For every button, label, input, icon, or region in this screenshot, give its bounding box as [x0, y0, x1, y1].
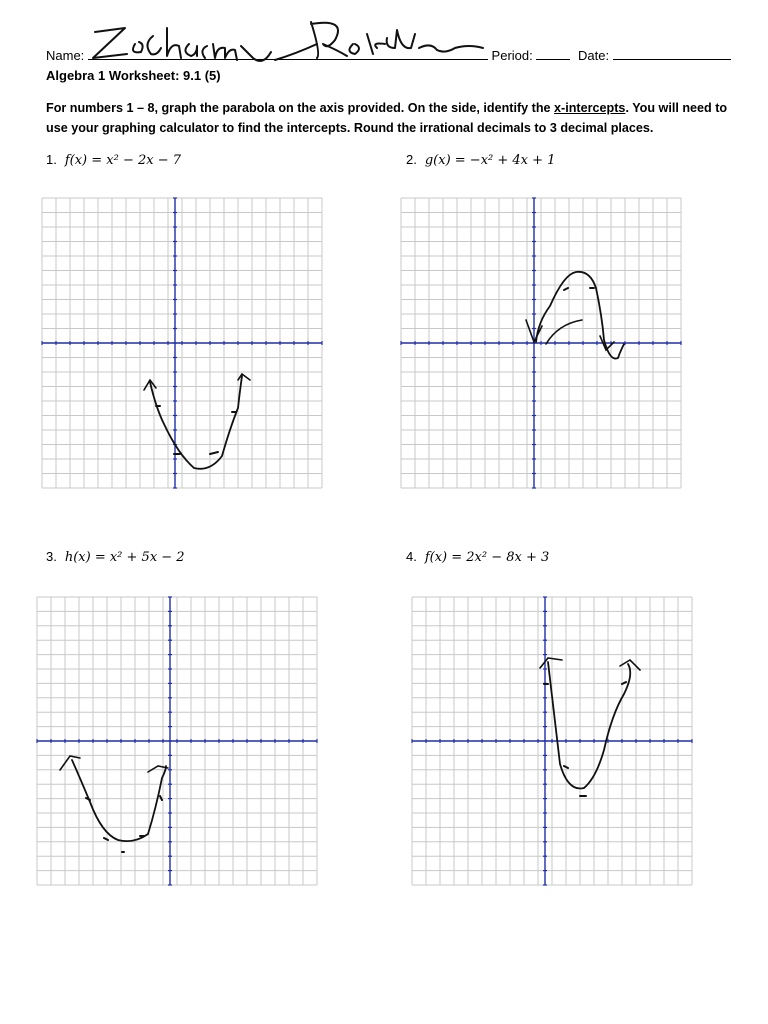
instructions-line2: use your graphing calculator to find the intercepts. Round the irrational decimals to 3 decimal places.	[46, 121, 654, 135]
instructions	[46, 98, 736, 138]
period-field[interactable]	[536, 47, 570, 60]
instructions-part2: . You will need to	[625, 101, 728, 115]
problem-equation: g(x) = −x² + 4x + 1	[424, 153, 556, 168]
problem-equation: h(x) = x² + 5x − 2	[64, 550, 185, 565]
sketch-parabola-4	[534, 654, 644, 804]
date-field[interactable]	[613, 47, 731, 60]
name-label: Name:	[46, 48, 85, 63]
instructions-part1: For numbers 1 – 8, graph the parabola on the axis provided. On the side, identify the	[46, 101, 555, 115]
handwritten-signature	[85, 14, 525, 74]
problem-equation: f(x) = x² − 2x − 7	[64, 153, 182, 168]
worksheet-title: Algebra 1 Worksheet: 9.1 (5)	[46, 68, 221, 83]
problem-4-label	[406, 549, 549, 565]
date-label: Date:	[578, 48, 610, 63]
problem-equation: f(x) = 2x² − 8x + 3	[424, 550, 550, 565]
problem-2-label	[406, 152, 555, 168]
problem-number: 4.	[406, 549, 417, 564]
problem-1-label	[46, 152, 181, 168]
sketch-parabola-3	[56, 748, 186, 858]
problem-number: 1.	[46, 152, 57, 167]
period-label: Period:	[491, 48, 533, 63]
problem-number: 2.	[406, 152, 417, 167]
sketch-parabola-2	[524, 266, 634, 366]
sketch-parabola-1	[138, 368, 278, 478]
problem-3-label	[46, 549, 185, 565]
instructions-underlined: x-intercepts	[554, 101, 626, 115]
problem-number: 3.	[46, 549, 57, 564]
